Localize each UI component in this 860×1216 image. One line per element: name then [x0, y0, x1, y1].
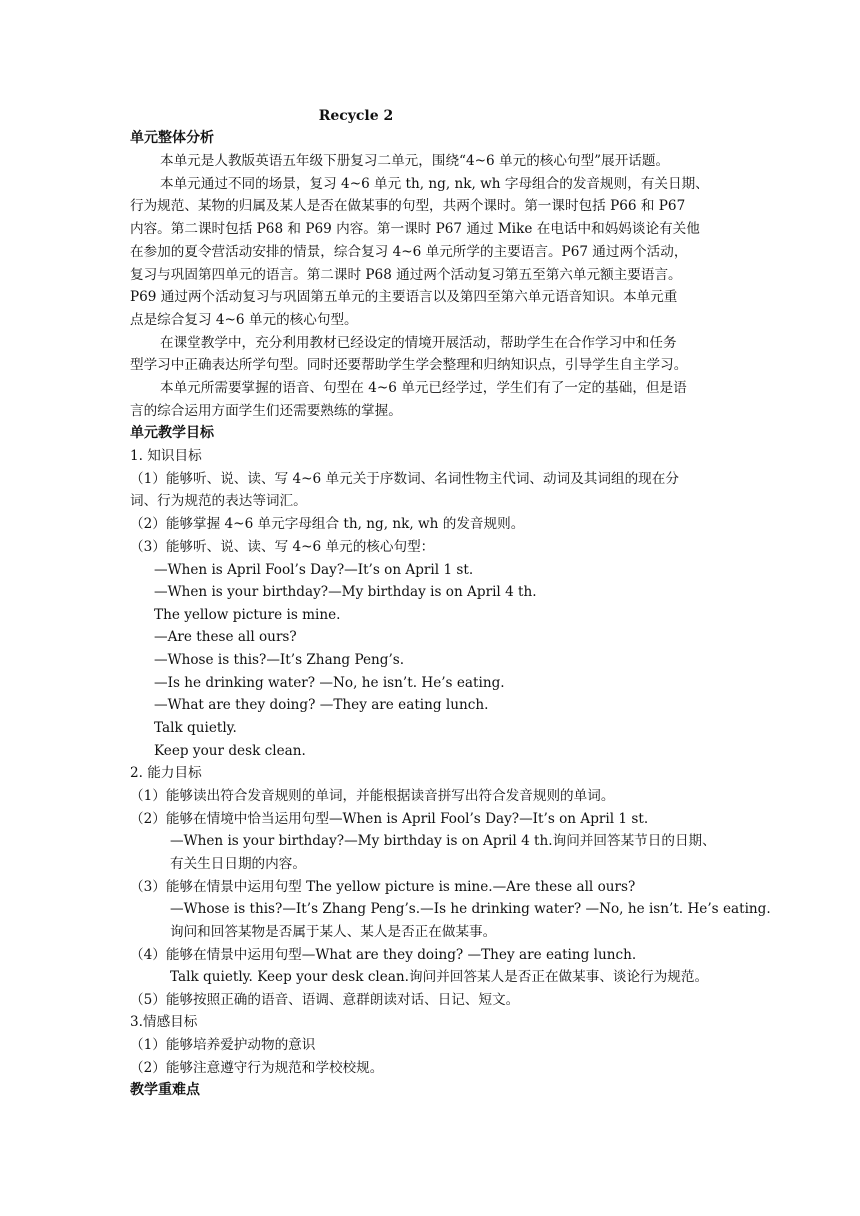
- sentence-pattern: —When is April Fool’s Day?—It’s on April 1 st.: [154, 562, 474, 578]
- subheading-emotion-goals: 3.情感目标: [130, 1014, 198, 1030]
- paragraph-line: 内容。第二课时包括 P68 和 P69 内容。第一课时 P67 通过 Mike 在电话中和妈妈谈论有关他: [130, 221, 700, 237]
- paragraph-line: 在课堂教学中，充分利用教材已经设定的情境开展活动，帮助学生在合作学习中和任务: [160, 335, 677, 351]
- list-item: （4）能够在情景中运用句型—What are they doing? —They are eating lunch.: [130, 947, 637, 963]
- doc-title: Recycle 2: [318, 108, 394, 124]
- sentence-pattern: —What are they doing? —They are eating lunch.: [154, 697, 489, 713]
- list-item: （2）能够注意遵守行为规范和学校校规。: [130, 1060, 384, 1076]
- list-item-continuation: —Whose is this?—It’s Zhang Peng’s.—Is he drinking water? —No, he isn’t. He’s eating.: [170, 901, 771, 917]
- paragraph-line: P69 通过两个活动复习与巩固第五单元的主要语言以及第四至第六单元语音知识。本单元重: [130, 289, 678, 305]
- list-item-continuation: Talk quietly. Keep your desk clean.询问并回答某人是否正在做某事、谈论行为规范。: [170, 969, 709, 985]
- list-item-continuation: 有关生日日期的内容。: [170, 856, 306, 872]
- list-item-continuation: 询问和回答某物是否属于某人、某人是否正在做某事。: [170, 924, 497, 940]
- list-item-continuation: —When is your birthday?—My birthday is on April 4 th.询问并回答某节日的日期、: [170, 833, 716, 849]
- paragraph-line: 本单元是人教版英语五年级下册复习二单元，围绕“4~6 单元的核心句型”展开话题。: [160, 153, 670, 169]
- sentence-pattern: Talk quietly.: [154, 720, 237, 736]
- section-heading-teaching-goals: 单元教学目标: [130, 425, 214, 441]
- sentence-pattern: —Are these all ours?: [154, 629, 297, 645]
- sentence-pattern: Keep your desk clean.: [154, 743, 306, 759]
- sentence-pattern: —Is he drinking water? —No, he isn’t. He’s eating.: [154, 675, 505, 691]
- paragraph-line: 型学习中正确表达所学句型。同时还要帮助学生学会整理和归纳知识点，引导学生自主学习。: [130, 357, 688, 373]
- list-item: （1）能够培养爱护动物的意识: [130, 1037, 316, 1053]
- sentence-pattern: The yellow picture is mine.: [154, 607, 341, 623]
- subheading-ability-goals: 2. 能力目标: [130, 765, 202, 781]
- list-item: 词、行为规范的表达等词汇。: [130, 493, 307, 509]
- paragraph-line: 本单元通过不同的场景，复习 4~6 单元 th, ng, nk, wh 字母组合的发音规则，有关日期、: [160, 176, 709, 192]
- paragraph-line: 在参加的夏令营活动安排的情景，综合复习 4~6 单元所学的主要语言。P67 通过两个活动，: [130, 244, 688, 260]
- list-item: （1）能够听、说、读、写 4~6 单元关于序数词、名词性物主代词、动词及其词组的现在分: [130, 471, 679, 487]
- paragraph-line: 行为规范、某物的归属及某人是否在做某事的句型，共两个课时。第一课时包括 P66 和 P67: [130, 198, 686, 214]
- paragraph-line: 本单元所需要掌握的语音、句型在 4~6 单元已经学过，学生们有了一定的基础，但是语: [160, 380, 687, 396]
- list-item: （1）能够读出符合发音规则的单词，并能根据读音拼写出符合发音规则的单词。: [130, 788, 615, 804]
- paragraph-line: 复习与巩固第四单元的语言。第二课时 P68 通过两个活动复习第五至第六单元额主要语言。: [130, 267, 682, 283]
- section-heading-key-points: 教学重难点: [130, 1082, 200, 1098]
- list-item: （3）能够在情景中运用句型 The yellow picture is mine.—Are these all ours?: [130, 879, 636, 895]
- sentence-pattern: —Whose is this?—It’s Zhang Peng’s.: [154, 652, 405, 668]
- list-item: （2）能够掌握 4~6 单元字母组合 th, ng, nk, wh 的发音规则。: [130, 516, 525, 532]
- list-item: （5）能够按照正确的语音、语调、意群朗读对话、日记、短文。: [130, 992, 520, 1008]
- list-item: （3）能够听、说、读、写 4~6 单元的核心句型：: [130, 539, 435, 555]
- sentence-pattern: —When is your birthday?—My birthday is on April 4 th.: [154, 584, 537, 600]
- paragraph-line: 言的综合运用方面学生们还需要熟练的掌握。: [130, 403, 402, 419]
- subheading-knowledge-goals: 1. 知识目标: [130, 448, 202, 464]
- paragraph-line: 点是综合复习 4~6 单元的核心句型。: [130, 312, 358, 328]
- section-heading-unit-analysis: 单元整体分析: [130, 130, 214, 146]
- list-item: （2）能够在情境中恰当运用句型—When is April Fool’s Day?—It’s on April 1 st.: [130, 811, 649, 827]
